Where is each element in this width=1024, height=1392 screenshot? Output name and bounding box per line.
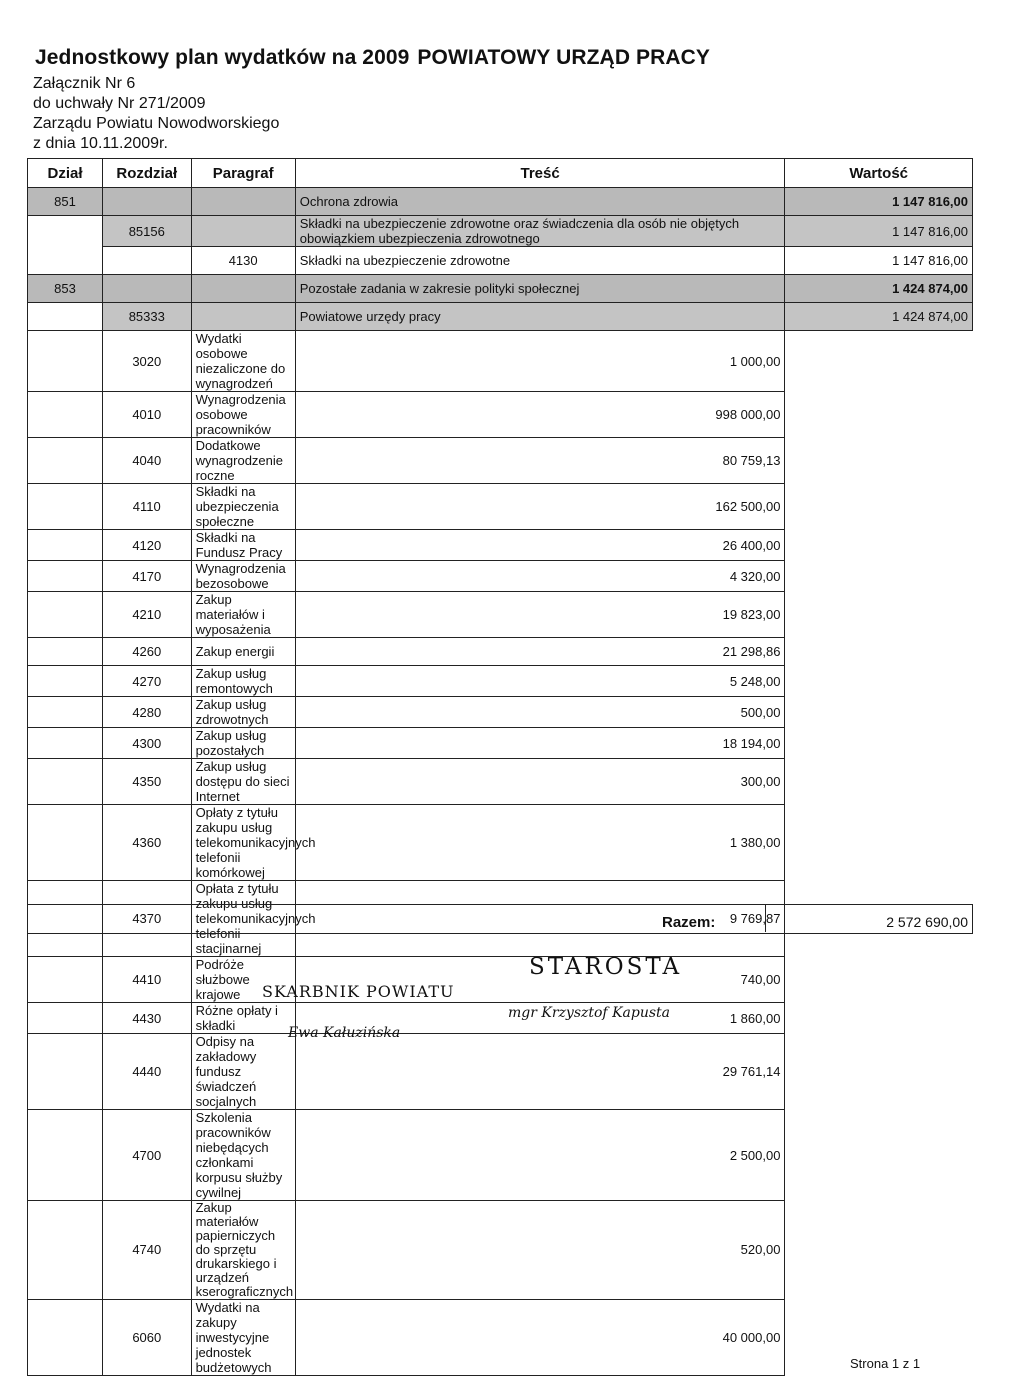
total-label: Razem: — [662, 914, 716, 931]
rozdzial-cell — [28, 331, 103, 392]
resolution-number: do uchwały Nr 271/2009 — [33, 95, 206, 112]
wartosc-cell: 1 000,00 — [295, 331, 785, 392]
table-header-row — [28, 159, 973, 188]
wartosc-cell: 998 000,00 — [295, 392, 785, 438]
document-title — [35, 46, 710, 70]
rozdzial-cell — [28, 638, 103, 666]
rozdzial-cell — [28, 759, 103, 805]
rozdzial-cell — [28, 530, 103, 561]
rozdzial-cell — [103, 188, 192, 216]
table-row — [28, 1034, 973, 1110]
tresc-cell: Powiatowe urzędy pracy — [295, 303, 785, 331]
rozdzial-cell — [28, 666, 103, 697]
tresc-cell: Zakup usług pozostałych — [191, 728, 295, 759]
table-row — [28, 1110, 973, 1201]
paragraph-row-4130 — [28, 247, 973, 275]
paragraf-cell — [191, 275, 295, 303]
table-row — [28, 438, 973, 484]
tresc-cell: Dodatkowe wynagrodzenie roczne — [191, 438, 295, 484]
rozdzial-cell — [28, 1034, 103, 1110]
treasurer-stamp: SKARBNIK POWIATU — [262, 982, 455, 1001]
table-row — [28, 392, 973, 438]
paragraf-cell — [191, 303, 295, 331]
rozdzial-cell — [28, 592, 103, 638]
paragraf-cell: 4010 — [103, 392, 192, 438]
tresc-cell: Składki na Fundusz Pracy — [191, 530, 295, 561]
paragraf-cell: 4130 — [191, 247, 295, 275]
tresc-cell: Różne opłaty i składki — [191, 1003, 295, 1034]
table-row — [28, 759, 973, 805]
total-value: 2 572 690,00 — [886, 914, 968, 930]
rozdzial-cell — [28, 805, 103, 881]
wartosc-cell: 26 400,00 — [295, 530, 785, 561]
wartosc-cell: 5 248,00 — [295, 666, 785, 697]
tresc-cell: Zakup materiałów papierniczych do sprzętu drukarskiego i urządzeń kserograficznych — [191, 1201, 295, 1300]
rozdzial-cell — [28, 957, 103, 1003]
paragraf-cell: 4430 — [103, 1003, 192, 1034]
wartosc-cell: 740,00 — [295, 957, 785, 1003]
section-row-853 — [28, 275, 973, 303]
tresc-cell: Wydatki na zakupy inwestycyjne jednostek budżetowych — [191, 1300, 295, 1376]
treasurer-signature: Ewa Kałuzińska — [288, 1025, 401, 1041]
wartosc-cell: 162 500,00 — [295, 484, 785, 530]
paragraf-cell: 4270 — [103, 666, 192, 697]
wartosc-cell: 4 320,00 — [295, 561, 785, 592]
rozdzial-cell — [28, 1201, 103, 1300]
paragraf-cell: 4210 — [103, 592, 192, 638]
tresc-cell: Szkolenia pracowników niebędących członkami korpusu służby cywilnej — [191, 1110, 295, 1201]
rozdzial-cell — [28, 438, 103, 484]
header-rozdzial: Rozdział — [103, 159, 192, 188]
dzial-cell: 853 — [28, 275, 103, 303]
wartosc-cell: 21 298,86 — [295, 638, 785, 666]
wartosc-cell: 1 380,00 — [295, 805, 785, 881]
section-row-851 — [28, 188, 973, 216]
header-tresc: Treść — [295, 159, 785, 188]
wartosc-cell: 1 147 816,00 — [785, 247, 973, 275]
table-row — [28, 1201, 973, 1300]
table-row — [28, 957, 973, 1003]
tresc-cell: Składki na ubezpieczenie zdrowotne — [295, 247, 785, 275]
paragraf-cell: 4170 — [103, 561, 192, 592]
rozdzial-cell — [28, 1300, 103, 1376]
paragraf-cell: 4260 — [103, 638, 192, 666]
paragraf-cell: 4300 — [103, 728, 192, 759]
tresc-cell: Zakup energii — [191, 638, 295, 666]
rozdzial-cell — [28, 697, 103, 728]
paragraf-cell: 4360 — [103, 805, 192, 881]
wartosc-cell: 520,00 — [295, 1201, 785, 1300]
wartosc-cell: 1 424 874,00 — [785, 275, 973, 303]
tresc-cell: Opłata z tytułu zakupu usług telekomunikacyjnych telefonii stacjinarnej — [191, 881, 295, 957]
paragraf-cell: 6060 — [103, 1300, 192, 1376]
paragraf-cell: 4700 — [103, 1110, 192, 1201]
rozdzial-cell: 85333 — [103, 303, 192, 331]
wartosc-cell: 29 761,14 — [295, 1034, 785, 1110]
table-row — [28, 638, 973, 666]
wartosc-cell: 1 147 816,00 — [785, 188, 973, 216]
paragraf-cell — [191, 188, 295, 216]
dzial-cell: 851 — [28, 188, 103, 216]
dzial-cell — [28, 303, 103, 331]
subsection-row-85156 — [28, 216, 973, 247]
paragraf-cell — [191, 216, 295, 247]
paragraf-cell: 4740 — [103, 1201, 192, 1300]
tresc-cell: Podróże służbowe krajowe — [191, 957, 295, 1003]
wartosc-cell: 80 759,13 — [295, 438, 785, 484]
expense-table — [27, 158, 973, 1376]
wartosc-cell: 1 424 874,00 — [785, 303, 973, 331]
paragraf-cell: 4280 — [103, 697, 192, 728]
table-row — [28, 331, 973, 392]
wartosc-cell: 9 769,87 — [295, 881, 785, 957]
resolution-date: z dnia 10.11.2009r. — [33, 135, 168, 152]
unit-name: POWIATOWY URZĄD PRACY — [417, 46, 711, 69]
wartosc-cell: 19 823,00 — [295, 592, 785, 638]
tresc-cell: Odpisy na zakładowy fundusz świadczeń socjalnych — [191, 1034, 295, 1110]
paragraf-cell: 4110 — [103, 484, 192, 530]
rozdzial-cell — [103, 247, 192, 275]
rozdzial-cell — [28, 728, 103, 759]
table-row — [28, 697, 973, 728]
rozdzial-cell — [28, 561, 103, 592]
title-text: Jednostkowy plan wydatków na 2009 — [35, 46, 410, 69]
table-row — [28, 805, 973, 881]
dzial-cell — [28, 216, 103, 275]
tresc-cell: Wynagrodzenia osobowe pracowników — [191, 392, 295, 438]
table-row — [28, 561, 973, 592]
rozdzial-cell — [28, 1110, 103, 1201]
rozdzial-cell — [103, 275, 192, 303]
wartosc-cell: 18 194,00 — [295, 728, 785, 759]
starost-stamp: STAROSTA — [529, 954, 683, 980]
tresc-cell: Opłaty z tytułu zakupu usług telekomunikacyjnych telefonii komórkowej — [191, 805, 295, 881]
tresc-cell: Wydatki osobowe niezaliczone do wynagrodzeń — [191, 331, 295, 392]
wartosc-cell: 2 500,00 — [295, 1110, 785, 1201]
tresc-cell: Ochrona zdrowia — [295, 188, 785, 216]
subsection-row-85333 — [28, 303, 973, 331]
rozdzial-cell — [28, 392, 103, 438]
paragraf-cell: 4040 — [103, 438, 192, 484]
rozdzial-cell — [28, 484, 103, 530]
table-row — [28, 1300, 973, 1376]
starost-signature: mgr Krzysztof Kapusta — [508, 1005, 671, 1021]
wartosc-cell: 300,00 — [295, 759, 785, 805]
paragraf-cell: 4440 — [103, 1034, 192, 1110]
tresc-cell: Zakup materiałów i wyposażenia — [191, 592, 295, 638]
tresc-cell: Wynagrodzenia bezosobowe — [191, 561, 295, 592]
wartosc-cell: 500,00 — [295, 697, 785, 728]
table-row — [28, 1003, 973, 1034]
tresc-cell: Pozostałe zadania w zakresie polityki społecznej — [295, 275, 785, 303]
tresc-cell: Zakup usług zdrowotnych — [191, 697, 295, 728]
paragraf-cell: 4120 — [103, 530, 192, 561]
wartosc-cell: 1 147 816,00 — [785, 216, 973, 247]
tresc-cell: Zakup usług remontowych — [191, 666, 295, 697]
tresc-cell: Składki na ubezpieczenie zdrowotne oraz świadczenia dla osób nie objętych obowiązkiem ubezpieczenia zdrowotnego — [295, 216, 785, 247]
table-row — [28, 592, 973, 638]
table-row — [28, 728, 973, 759]
header-dzial: Dział — [28, 159, 103, 188]
paragraf-cell: 3020 — [103, 331, 192, 392]
table-row — [28, 530, 973, 561]
wartosc-cell: 40 000,00 — [295, 1300, 785, 1376]
table-row — [28, 666, 973, 697]
header-paragraf: Paragraf — [191, 159, 295, 188]
header-wartosc: Wartość — [785, 159, 973, 188]
wartosc-cell: 1 860,00 — [295, 1003, 785, 1034]
paragraf-cell: 4370 — [103, 881, 192, 957]
rozdzial-cell: 85156 — [103, 216, 192, 247]
tresc-cell: Składki na ubezpieczenia społeczne — [191, 484, 295, 530]
annex-number: Załącznik Nr 6 — [33, 75, 136, 92]
table-row — [28, 484, 973, 530]
paragraf-cell: 4410 — [103, 957, 192, 1003]
tresc-cell: Zakup usług dostępu do sieci Internet — [191, 759, 295, 805]
rozdzial-cell — [28, 1003, 103, 1034]
paragraf-cell: 4350 — [103, 759, 192, 805]
page-number: Strona 1 z 1 — [850, 1356, 921, 1371]
issuing-body: Zarządu Powiatu Nowodworskiego — [33, 115, 280, 132]
